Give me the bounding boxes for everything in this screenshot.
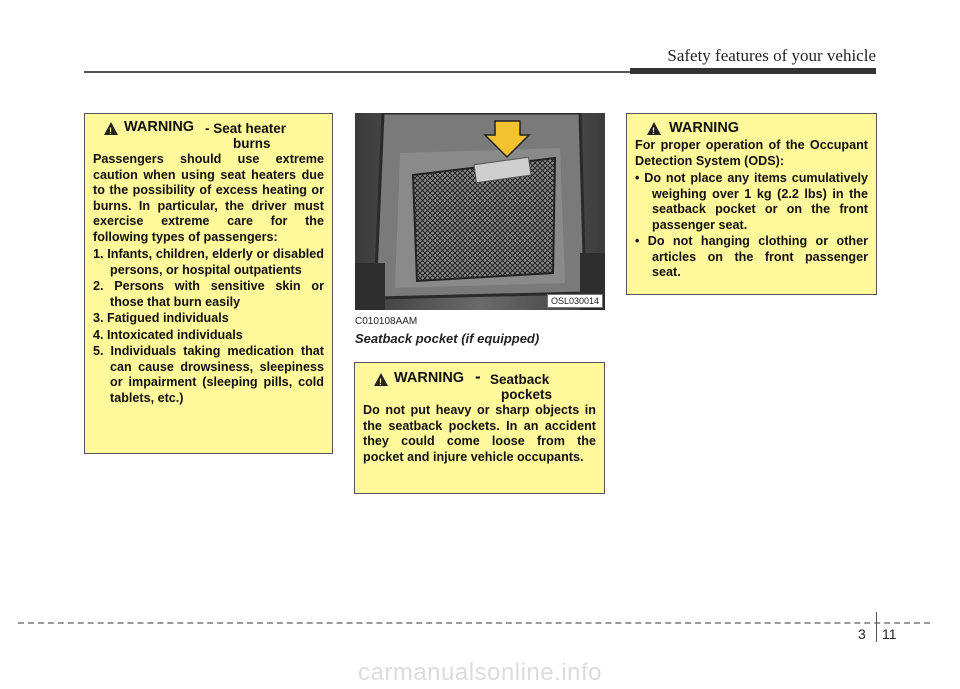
header-rule-accent [630, 68, 876, 74]
warning-dash: - [475, 367, 481, 386]
warning-title: WARNING [124, 119, 195, 135]
page-number: 11 [882, 626, 897, 642]
warning-box-seat-heater [84, 113, 333, 454]
list-item: 4. Intoxicated individuals [93, 327, 243, 342]
list-item: 2. Persons with sensitive skin or those that burn easily [93, 279, 324, 309]
warning-icon [374, 373, 388, 386]
warning-icon [104, 122, 118, 135]
warning-icon [647, 122, 661, 135]
list-item: • Do not hanging clothing or other articles on the front passenger seat. [635, 234, 868, 279]
seatback-illustration [355, 113, 605, 310]
list-item: • Do not place any items cumulatively weighing over 1 kg (2.2 lbs) in the seatback pocket or on the front passenger seat. [635, 171, 868, 232]
list-item: 5. Individuals taking medication that can cause drowsiness, sleepiness or impairment (sleeping pills, cold tablets, etc.) [93, 344, 324, 405]
header-title: Safety features of your vehicle [667, 46, 876, 65]
warning-box-seatback [354, 362, 605, 494]
footer-rule [18, 622, 930, 624]
figure-code: C010108AAM [355, 316, 418, 327]
warning-list [93, 247, 324, 406]
warning-title: WARNING [394, 370, 465, 386]
warning-body: Do not put heavy or sharp objects in the seatback pockets. In an accident they could come loose from the pocket and injure vehicle occupants. [363, 403, 596, 464]
warning-subtitle: Seatback [490, 372, 550, 387]
warning-subtitle-cont: pockets [501, 387, 553, 402]
warning-subtitle-cont: burns [233, 136, 271, 151]
warning-intro: Passengers should use extreme caution when using seat heaters due to the possibility of excess heating or burns. In particular, the driver must exercise extreme care for the following types of passengers: [93, 152, 324, 244]
watermark: carmanualsonline.info [358, 659, 602, 686]
seatback-pocket-photo [355, 113, 605, 310]
warning-list [635, 171, 868, 281]
footer-separator [876, 612, 877, 642]
figure-caption: Seatback pocket (if equipped) [355, 331, 540, 346]
list-item: 1. Infants, children, elderly or disabled persons, or hospital outpatients [93, 247, 324, 277]
photo-label: OSL030014 [547, 294, 603, 308]
warning-title: WARNING [669, 120, 740, 136]
warning-box-ods [626, 113, 877, 295]
chapter-number: 3 [858, 626, 866, 642]
list-item: 3. Fatigued individuals [93, 311, 229, 325]
warning-subtitle: - Seat heater [205, 121, 287, 136]
warning-intro: For proper operation of the Occupant Detection System (ODS): [635, 138, 868, 168]
